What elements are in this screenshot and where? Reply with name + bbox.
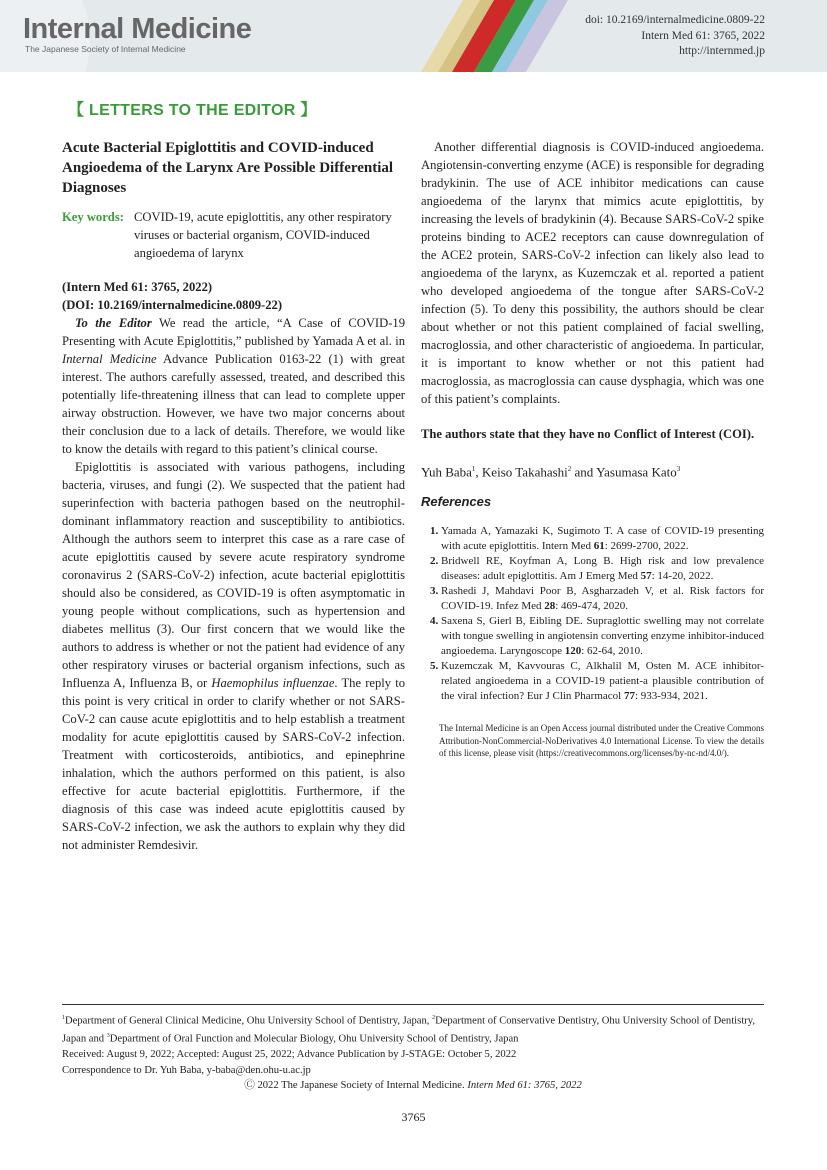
author-name: Keiso Takahashi [481,464,568,480]
author-affiliation-mark: 1 [471,465,476,473]
keywords-text: COVID-19, acute epiglottitis, any other respiratory viruses or bacterial organism, COVID-induced angioedema of larynx [134,210,392,260]
reference-text: : 14-20, 2022. [651,570,714,583]
reference-text: : 469-474, 2020. [555,600,628,613]
affiliation-text: Department of General Clinical Medicine, Ohu University School of Dentistry, Japan, [65,1015,433,1027]
reference-volume: 77 [623,690,635,703]
doi: doi: 10.2169/internalmedicine.0809-22 [585,14,765,26]
keywords [62,208,405,262]
journal-citation: Intern Med 61: 3765, 2022 [641,29,765,42]
column-left [62,138,405,854]
page-number: 3765 [401,1110,426,1124]
column-right [421,138,764,760]
section-label: 【 LETTERS TO THE EDITOR 】 [68,102,317,119]
author-affiliation-mark: 3 [676,465,681,473]
reference-volume: 28 [544,600,556,613]
reference-volume: 120 [564,645,582,658]
journal-logo-title: Internal Medicine [23,13,252,45]
author-separator: and [571,464,597,480]
affiliations [62,1011,764,1047]
reference-text: Yamada A, Yamazaki K, Sugimoto T. A case of COVID-19 presenting with acute epiglottitis. Intern Med [441,525,764,553]
paragraph-text: We read the article, “A Case of COVID-19 Presenting with Acute Epiglottitis,” published by Yamada A et al. in [62,316,405,348]
author-name: Yasumasa Kato [596,464,677,480]
affiliation-mark: 2 [432,1015,436,1021]
received-dates: Received: August 9, 2022; Accepted: August 25, 2022; Advance Publication by J-STAGE: October 5, 2022 [62,1049,517,1061]
reference-list [421,524,764,704]
conflict-of-interest: The authors state that they have no Conflict of Interest (COI). [421,427,755,441]
copyright-citation: Intern Med 61: 3765, 2022 [467,1080,582,1092]
journal-url[interactable]: http://internmed.jp [679,45,765,57]
reference-item [441,524,764,554]
paragraph-1 [62,314,405,458]
author-affiliation-mark: 2 [567,465,572,473]
reference-item [441,659,764,704]
citation-doi-line: (DOI: 10.2169/internalmedicine.0809-22) [62,298,283,312]
paragraph-text: Advance Publication 0163-22 (1) with great interest. The authors carefully assessed, treated, and described this potentially life-threatening illness that can lead to complete upper airway obstruction. However, we have two major concerns about their conclusion due to a lack of details. Therefore, we would like to know the details with regard to this patient’s clinical course. [62,352,405,456]
reference-text: : 933-934, 2021. [634,690,708,703]
paragraph-3: Another differential diagnosis is COVID-induced angioedema. Angiotensin-converting enzyme (ACE) is responsible for degrading bradykinin. The use of ACE inhibitor medications can cause angioedema of the larynx that mimics acute epiglottitis, by increasing the levels of bradykinin (4). Because SARS-CoV-2 spike proteins binding to ACE2 receptors can cause downregulation of the ACE2 protein, SARS-CoV-2 infection can likely also lead to angioedema of the larynx, as Kuzemczak et al. reported a patient who developed angioedema of the tongue after SARS-CoV-2 infection (5). To deny this possibility, the authors should be clear about whether or not this patient complained of facial swelling, macroglossia, and other characteristic of angioedema. In particular, it is important to know whether or not this patient had macroglossia, as macroglossia can cause dysphagia, which was one of this patient’s complaints. [421,140,764,406]
article-title: Acute Bacterial Epiglottitis and COVID-induced Angioedema of the Larynx Are Possible Differential Diagnoses [62,140,394,196]
reference-volume: 61 [593,540,605,553]
reference-volume: 57 [640,570,652,583]
paragraph-text: . The reply to this point is very critical in order to clarify whether or not SARS-CoV-2 can cause acute epiglottitis and to help establish a treatment modality for acute epiglottitis caused by SARS-CoV-2 infection. Treatment with corticosteroids, antibiotics, and epinephrine inhalation, which the authors performed on this patient, is also effective for acute bacterial epiglottitis. Furthermore, if the diagnosis of this case was indeed acute epiglottitis caused by SARS-CoV-2 infection, we ask the authors to explain why they did not administer Remdesivir. [62,676,405,852]
citation-line: (Intern Med 61: 3765, 2022) [62,280,213,294]
author-list [421,460,764,481]
author-separator: , [475,464,482,480]
author-name: Yuh Baba [421,464,472,480]
article-citation [62,278,405,314]
reference-text: : 62-64, 2010. [581,645,643,658]
journal-logo-society: The Japanese Society of Internal Medicine [25,44,186,54]
copyright [62,1078,764,1094]
reference-text: Rashedi J, Mahdavi Poor B, Asgharzadeh V, et al. Risk factors for COVID-19. Infez Med [441,585,764,613]
affiliation-mark: 3 [106,1033,110,1040]
affiliation-text: Department of Conservative Dentistry, Ohu University School of Dentistry, Japan and [62,1015,755,1045]
copyright-text: Ⓒ 2022 The Japanese Society of Internal Medicine. [244,1080,468,1092]
reference-text: Bridwell RE, Koyfman A, Long B. High risk and low prevalence diseases: adult epiglottitis. Am J Emerg Med [441,555,764,583]
reference-item [441,554,764,584]
reference-text: : 2699-2700, 2022. [604,540,689,553]
paragraph-2 [62,458,405,854]
salutation: To the Editor [75,316,152,330]
reference-item [441,614,764,659]
references-heading: References [421,494,492,510]
journal-name-italic: Internal Medicine [62,352,157,366]
header-color-stripes [418,0,568,72]
affiliation-text: Department of Oral Function and Molecular Biology, Ohu University School of Dentistry, Japan [109,1033,519,1045]
affiliation-mark: 1 [62,1015,65,1021]
correspondence: Correspondence to Dr. Yuh Baba, y-baba@den.ohu-u.ac.jp [62,1064,311,1076]
paragraph-text: Epiglottitis is associated with various pathogens, including bacteria, viruses, and fungi (2). We suspected that the patient had superinfection with bacteria pathogen based on the neutrophil-dominant inflammatory reaction and susceptibility to antibiotics. Although the authors seem to interpret this case as a rare case of acute epiglottitis caused by severe acute respiratory syndrome coronavirus 2 (SARS-CoV-2) infection, acute bacterial epiglottitis should also be considered, as COVID-19 is often asymptomatic in young people without complications, such as hypertension and diabetes mellitus (3). Our first concern that we would like the authors to address is whether or not the patient had evidence of any other respiratory viruses or bacterial organism infections, such as Influenza A, Influenza B, or [62,460,405,690]
reference-item [441,584,764,614]
reference-text: Kuzemczak M, Kavvouras C, Alkhalil M, Osten M. ACE inhibitor-related angioedema in a COVID-19 patient-a plausible contribution of the viral infection? Eur J Clin Pharmacol [441,660,764,703]
reference-text: Saxena S, Gierl B, Eibling DE. Supraglottic swelling may not correlate with tongue swelling in angiotensin converting enzyme inhibitor-induced angioedema. Laryngoscope [441,615,764,658]
license-notice: The Internal Medicine is an Open Access journal distributed under the Creative Commons Attribution-NonCommercial-NoDerivatives 4.0 International License. To view the details of this license, please visit (https://creativecommons.org/licenses/by-nc-nd/4.0/). [439,723,764,759]
page-footer [62,1004,764,1094]
journal-header [0,0,827,72]
keywords-label: Key words: [62,210,124,224]
article-meta [585,13,765,60]
species-name-italic: Haemophilus influenzae [211,676,335,690]
